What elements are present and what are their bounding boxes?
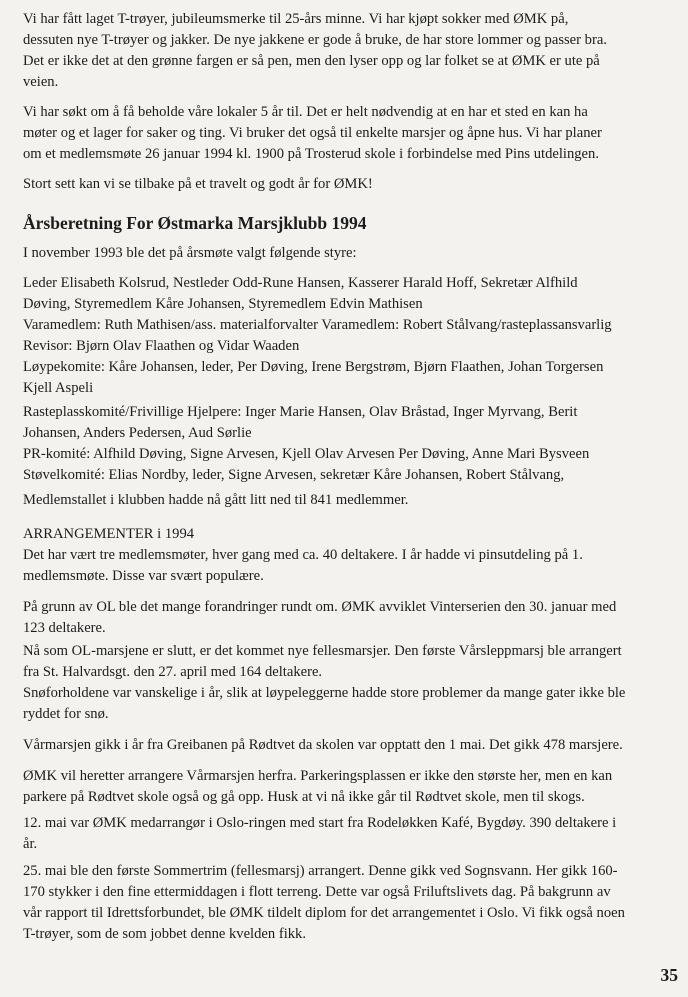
text-line: vår rapport til Idrettsforbundet, ble ØMK tildelt diplom for det arrangementet i Oslo. Vi fikk også noen xyxy=(23,905,625,921)
text-line: ARRANGEMENTER i 1994 xyxy=(23,526,195,542)
paragraph-committees xyxy=(23,402,673,486)
text-line: Vi har søkt om å få beholde våre lokaler 5 år til. Det er helt nødvendig at en har et sted en kan ha xyxy=(23,104,588,120)
text-line: T-trøyer, som de som jobbet denne kvelden fikk. xyxy=(23,926,306,942)
paragraph-olympics xyxy=(23,597,673,639)
text-line: Revisor: Bjørn Olav Flaathen og Vidar Waaden xyxy=(23,338,300,354)
text-line: fra St. Halvardsgt. den 27. april med 164 deltakere. xyxy=(23,664,323,680)
text-line: PR-komité: Alfhild Døving, Signe Arvesen, Kjell Olav Arvesen Per Døving, Anne Mari Bysveen xyxy=(23,446,590,462)
paragraph-spring-march xyxy=(23,641,673,725)
text-line: Det er ikke det at den grønne fargen er så pen, men den lyser opp og lar folket se at ØMK er ute på xyxy=(23,53,600,69)
text-line: 170 stykker i den fine ettermiddagen i flott terreng. Dette var også Friluftslivets dag. På bakgrunn av xyxy=(23,884,611,900)
paragraph-board-intro xyxy=(23,243,673,264)
text-line: år. xyxy=(23,836,38,852)
text-line: I november 1993 ble det på årsmøte valgt følgende styre: xyxy=(23,245,357,261)
text-line: Vi har fått laget T-trøyer, jubileumsmerke til 25-års minne. Vi har kjøpt sokker med ØMK på, xyxy=(23,11,569,27)
text-line: Kjell Aspeli xyxy=(23,380,94,396)
paragraph-premises xyxy=(23,102,673,165)
text-line: ØMK vil heretter arrangere Vårmarsjen herfra. Parkeringsplassen er ikke den største her, men en kan xyxy=(23,768,613,784)
paragraph-oslo-ringen xyxy=(23,813,673,855)
text-line: 123 deltakere. xyxy=(23,620,106,636)
text-line: 25. mai ble den første Sommertrim (fellesmarsj) arrangert. Denne gikk ved Sognsvann. Her gikk 160- xyxy=(23,863,618,879)
paragraph-tshirts xyxy=(23,9,673,93)
text-line: Støvelkomité: Elias Nordby, leder, Signe Arvesen, sekretær Kåre Johansen, Robert Stålvang, xyxy=(23,467,565,483)
text-line: medlemsmøte. Disse var svært populære. xyxy=(23,568,264,584)
text-line: Vårmarsjen gikk i år fra Greibanen på Rødtvet da skolen var opptatt den 1 mai. Det gikk 478 marsjere. xyxy=(23,737,623,753)
text-line: parkere på Rødtvet skole også og gå opp. Husk at vi nå ikke går til Rødtvet skole, men til skogs. xyxy=(23,789,585,805)
paragraph-events-1994 xyxy=(23,524,673,587)
paragraph-summary xyxy=(23,174,673,195)
text-line: Snøforholdene var vanskelige i år, slik at løypeleggerne hadde store problemer da mange gater ikke ble xyxy=(23,685,626,701)
text-line: Døving, Styremedlem Kåre Johansen, Styremedlem Edvin Mathisen xyxy=(23,296,423,312)
paragraph-summer-trim xyxy=(23,861,673,945)
paragraph-membership xyxy=(23,490,673,511)
text-line: om et medlemsmøte 26 januar 1994 kl. 1900 på Trosterud skole i forbindelse med Pins utdelingen. xyxy=(23,146,599,162)
text-line: Nå som OL-marsjene er slutt, er det kommet nye fellesmarsjer. Den første Vårsleppmarsj ble arrangert xyxy=(23,643,622,659)
text-line: Medlemstallet i klubben hadde nå gått litt ned til 841 medlemmer. xyxy=(23,492,409,508)
paragraph-board-members xyxy=(23,273,673,399)
text-line: Leder Elisabeth Kolsrud, Nestleder Odd-Rune Hansen, Kasserer Harald Hoff, Sekretær Alfhild xyxy=(23,275,578,291)
page-number: 35 xyxy=(660,965,678,985)
text-line: Det har vært tre medlemsmøter, hver gang med ca. 40 deltakere. I år hadde vi pinsutdeling på 1. xyxy=(23,547,583,563)
paragraph-rodtvet xyxy=(23,735,673,756)
text-line: veien. xyxy=(23,74,59,90)
section-heading: Årsberetning For Østmarka Marsjklubb 1994 xyxy=(23,213,367,233)
text-line: dessuten nye T-trøyer og jakker. De nye jakkene er gode å bruke, de har store lommer og passer bra. xyxy=(23,32,607,48)
text-line: Varamedlem: Ruth Mathisen/ass. materialforvalter Varamedlem: Robert Stålvang/rasteplassansvarlig xyxy=(23,317,612,333)
text-line: 12. mai var ØMK medarrangør i Oslo-ringen med start fra Rodeløkken Kafé, Bygdøy. 390 deltakere i xyxy=(23,815,617,831)
text-line: Stort sett kan vi se tilbake på et travelt og godt år for ØMK! xyxy=(23,176,373,192)
text-line: Rasteplasskomité/Frivillige Hjelpere: Inger Marie Hansen, Olav Bråstad, Inger Myrvang, Berit xyxy=(23,404,578,420)
text-line: møter og et lager for saker og ting. Vi bruker det også til enkelte marsjer og åpne hus. Vi har planer xyxy=(23,125,602,141)
text-line: Løypekomite: Kåre Johansen, leder, Per Døving, Irene Bergstrøm, Bjørn Flaathen, Johan Torgersen xyxy=(23,359,604,375)
paragraph-parking xyxy=(23,766,673,808)
text-line: Johansen, Anders Pedersen, Aud Sørlie xyxy=(23,425,252,441)
text-line: På grunn av OL ble det mange forandringer rundt om. ØMK avviklet Vinterserien den 30. januar med xyxy=(23,599,617,615)
text-line: ryddet for snø. xyxy=(23,706,109,722)
